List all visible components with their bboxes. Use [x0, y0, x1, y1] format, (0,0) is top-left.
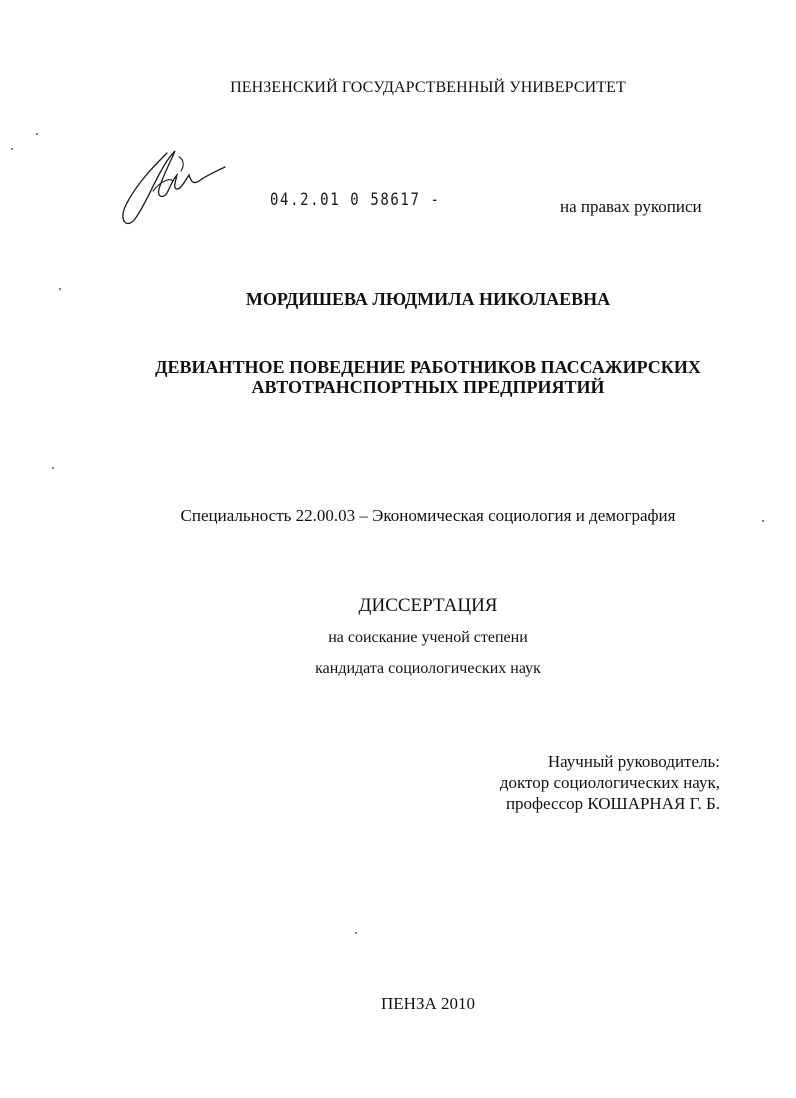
supervisor-degree: доктор социологических наук,	[499, 773, 720, 792]
handwritten-signature	[115, 145, 230, 235]
title-line-2: АВТОТРАНСПОРТНЫХ ПРЕДПРИЯТИЙ	[251, 377, 605, 397]
supervisor-name: профессор КОШАРНАЯ Г. Б.	[505, 794, 720, 813]
city-year: ПЕНЗА 2010	[381, 994, 475, 1013]
scan-speck	[36, 133, 38, 135]
scientific-supervisor-block	[500, 751, 720, 814]
title-line-1: ДЕВИАНТНОЕ ПОВЕДЕНИЕ РАБОТНИКОВ ПАССАЖИРСКИХ	[155, 357, 701, 377]
registration-stamp-number: 04.2.01 0 58617 -	[270, 190, 441, 210]
university-name: ПЕНЗЕНСКИЙ ГОСУДАРСТВЕННЫЙ УНИВЕРСИТЕТ	[230, 79, 626, 96]
scan-speck	[59, 288, 61, 290]
specialty-line: Специальность 22.00.03 – Экономическая социология и демография	[180, 506, 676, 525]
scan-speck	[52, 467, 54, 469]
scan-speck	[355, 932, 357, 934]
degree-line-1: на соискание ученой степени	[328, 629, 528, 646]
supervisor-label: Научный руководитель:	[547, 752, 720, 771]
scan-speck	[11, 148, 13, 150]
dissertation-title	[30, 357, 796, 397]
manuscript-rights-note: на правах рукописи	[560, 197, 702, 216]
author-name: МОРДИШЕВА ЛЮДМИЛА НИКОЛАЕВНА	[245, 289, 611, 309]
scan-speck	[762, 520, 764, 522]
degree-line-2: кандидата социологических наук	[315, 660, 541, 677]
dissertation-heading: ДИССЕРТАЦИЯ	[358, 595, 498, 616]
